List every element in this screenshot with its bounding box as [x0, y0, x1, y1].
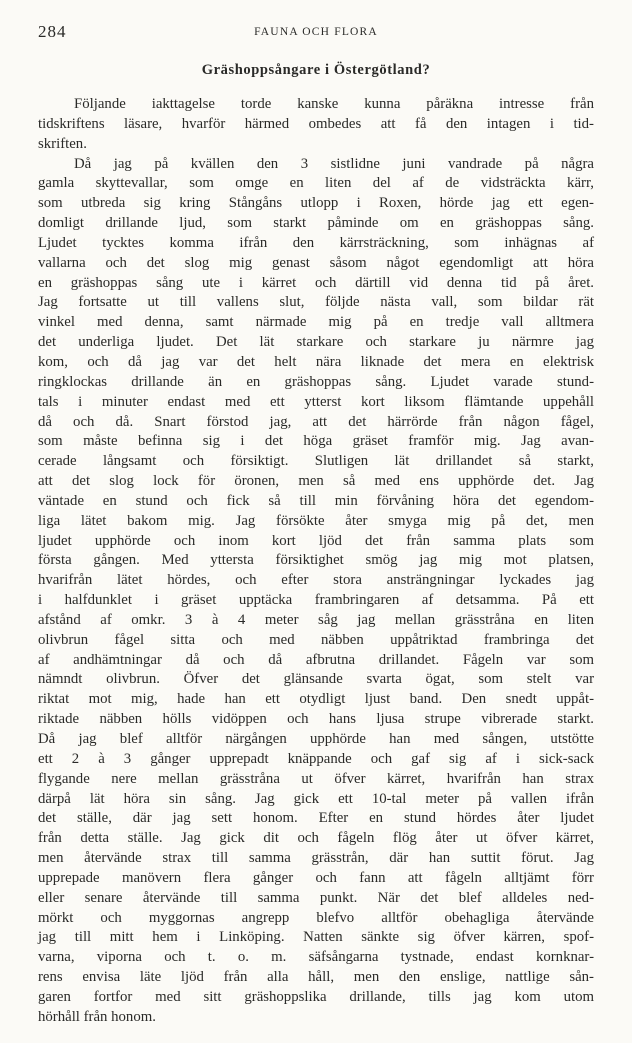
article-body	[38, 95, 594, 1028]
text-line: gamla skyttevallar, som omge en liten del af de vidsträckta kärr,	[38, 175, 594, 192]
text-line: tals i minuter endast med ett ytterst kort liksom flämtande uppehåll	[38, 393, 594, 410]
text-line: väntade en stund och fick så till min förvåning höra det egendom-	[38, 492, 594, 509]
text-line: af andhämtningar då och då afbrutna drillandet. Fågeln var som	[38, 651, 594, 668]
text-line: ett 2 à 3 gånger upprepadt knäppande och gaf sig af i sick-sack	[38, 750, 594, 767]
text-line: Då jag på kvällen den 3 sistlidne juni vandrade på några	[74, 155, 594, 172]
text-line: garen fortfor med sitt gräshoppslika drillande, tills jag kom utom	[38, 988, 594, 1005]
text-line: att det slog lock för öronen, men så med ens upphörde det. Jag	[38, 473, 594, 490]
text-line: en gräshoppas sång ute i kärret och därtill vid denna tid på året.	[38, 274, 594, 291]
page-header	[38, 22, 594, 46]
text-line: det ställe, där jag sett honom. Efter en stund hördes åter ljudet	[38, 810, 594, 827]
text-line: riktat mot mig, hade han ett otydligt ljust band. Den snedt uppåt-	[38, 691, 594, 708]
text-line: jag till mitt hem i Linköping. Natten sänkte sig öfver kärren, spof-	[38, 929, 594, 946]
running-head: FAUNA OCH FLORA	[254, 26, 378, 38]
text-line: flygande nere mellan grässtråna ut öfver kärret, hvarifrån han strax	[38, 770, 594, 787]
text-line: från detta ställe. Jag gick dit och fågeln flög åter ut öfver kärret,	[38, 830, 594, 847]
text-line: därpå lät höra sin sång. Jag gick ett 10-tal meter på vallen ifrån	[38, 790, 594, 807]
text-line: olivbrun fågel sitta och med näbben uppåtriktad frambringa det	[38, 631, 594, 648]
page-number: 284	[38, 22, 67, 41]
text-line: eller senare återvände till samma punkt. När det blef alldeles ned-	[38, 889, 594, 906]
text-line: mörkt och myggornas angrepp blefvo alltför obehagliga återvände	[38, 909, 594, 926]
text-line: nämndt olivbrun. Öfver det glänsande svarta ögat, som stelt var	[38, 671, 594, 688]
article-title: Gräshoppsångare i Östergötland?	[201, 62, 431, 78]
text-line: riktade näbben hölls vidöppen och hans ljusa strupe vibrerade starkt.	[38, 711, 594, 728]
text-line: Då jag blef alltför närgången upphörde han med sången, utstötte	[38, 731, 594, 747]
paragraph	[38, 95, 594, 155]
text-line: rens envisa läte ljöd från alla håll, men den enslige, nattlige sån-	[38, 969, 594, 986]
text-line: liga lätet bakom mig. Jag försökte åter smyga mig på det, men	[38, 512, 594, 529]
text-line: som måste befinna sig i det höga gräset framför mig. Jag avan-	[38, 433, 594, 450]
text-line: afstånd af omkr. 3 à 4 meter såg jag mellan grässtråna en liten	[38, 611, 594, 628]
text-line: ljudet upphörde och inom kort ljöd det från samma plats som	[38, 532, 594, 549]
text-line: Ljudet tycktes komma ifrån den kärrsträckning, som inhägnas af	[38, 234, 594, 251]
text-line: vallarna och det slog mig genast såsom något egendomligt att höra	[38, 254, 594, 271]
text-line: kom, och då jag var det helt nära liknade det mera en elektrisk	[38, 353, 594, 370]
text-line: men återvände strax till samma grässtrån, där han suttit förut. Jag	[38, 850, 594, 867]
text-line: det underliga ljudet. Det lät starkare och starkare ju närmre jag	[38, 334, 594, 351]
text-line: domligt drillande ljud, som starkt påminde om en gräshoppas sång.	[38, 215, 594, 232]
text-line: vinkel med denna, samt närmade mig på en tredje vall alltmera	[38, 314, 594, 331]
text-line: som utbreda sig kring Stångåns utlopp i Roxen, hörde jag ett egen-	[38, 195, 594, 212]
text-line: Jag fortsatte ut till vallens slut, följde nästa vall, som bildar rät	[38, 294, 594, 311]
text-line: Följande iakttagelse torde kanske kunna påräkna intresse från	[74, 96, 594, 112]
text-line: varna, viporna och t. o. m. säfsångarna tystnade, endast kornknar-	[38, 949, 594, 966]
text-line: skriften.	[38, 135, 87, 152]
paragraph	[38, 155, 594, 1028]
text-line: hörhåll från honom.	[38, 1008, 156, 1025]
text-line: i halfdunklet i gräset upptäcka frambringaren af detsamma. På ett	[38, 592, 594, 609]
text-line: hvarifrån lätet hördes, och efter stora ansträngningar lyckades jag	[38, 572, 594, 589]
text-line: då och då. Snart förstod jag, att det härrörde från någon fågel,	[38, 413, 594, 430]
text-line: ringklockas drillande än en gräshoppas sång. Ljudet varade stund-	[38, 373, 594, 390]
text-line: tidskriftens läsare, hvarför härmed ombedes att få den intagen i tid-	[38, 115, 594, 132]
text-line: upprepade manövern flera gånger och fann att fågeln alltjämt förr	[38, 869, 594, 886]
text-line: första gången. Med yttersta försiktighet smög jag mig mot platsen,	[38, 552, 594, 569]
text-line: cerade långsamt och försiktigt. Slutligen lät drillandet så starkt,	[38, 453, 594, 470]
